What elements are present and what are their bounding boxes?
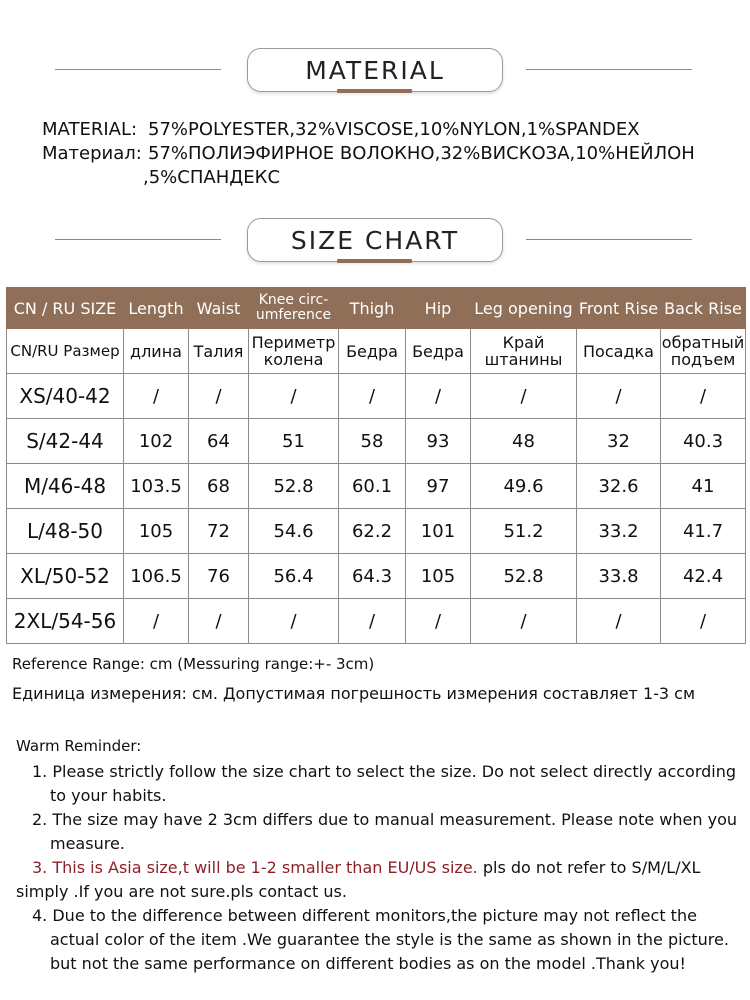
measurement-cell: 68 <box>189 464 249 509</box>
header-leg-opening: Leg opening <box>471 288 577 329</box>
measurement-cell: / <box>577 374 661 419</box>
measurement-cell: / <box>339 374 406 419</box>
material-header <box>0 46 750 94</box>
ru-header-thigh: Бедра <box>339 329 406 374</box>
measurement-cell: / <box>406 599 471 644</box>
measurement-cell: / <box>249 374 339 419</box>
measurement-cell: / <box>189 374 249 419</box>
reminder-item-4: 4. Due to the difference between different monitors,the picture may not reflect the actual color of the item .We guarantee the style is the same as shown in the picture. but not the same performance on different bodies as on the model .Thank you! <box>32 906 729 973</box>
measurement-cell: 56.4 <box>249 554 339 599</box>
measurement-cell: / <box>124 374 189 419</box>
header-row <box>7 288 746 329</box>
material-ru-value: 57%ПОЛИЭФИРНОЕ ВОЛОКНО,32%ВИСКОЗА,10%НЕЙЛОН <box>148 143 695 164</box>
header-thigh: Thigh <box>339 288 406 329</box>
measurement-cell: 33.8 <box>577 554 661 599</box>
header-knee: Knee circ- umference <box>249 288 339 329</box>
header-back-rise: Back Rise <box>661 288 746 329</box>
reference-range-ru: Единица измерения: см. Допустимая погрешность измерения составляет 1-3 см <box>12 684 696 703</box>
material-ru-value-cont: ,5%СПАНДЕКС <box>143 167 281 188</box>
measurement-cell: / <box>124 599 189 644</box>
accent-bar <box>337 89 412 93</box>
measurement-cell: 103.5 <box>124 464 189 509</box>
material-en-label: MATERIAL: <box>42 119 138 140</box>
header-waist: Waist <box>189 288 249 329</box>
size-label: S/42-44 <box>7 419 124 464</box>
material-title: MATERIAL <box>247 48 503 92</box>
divider-left <box>55 239 221 240</box>
ru-header-row <box>7 329 746 374</box>
measurement-cell: 105 <box>124 509 189 554</box>
table-row <box>7 599 746 644</box>
measurement-cell: 101 <box>406 509 471 554</box>
measurement-cell: 105 <box>406 554 471 599</box>
header-length: Length <box>124 288 189 329</box>
ru-header-knee: Периметр колена <box>249 329 339 374</box>
size-chart-header <box>0 216 750 264</box>
reminder-item-1: 1. Please strictly follow the size chart to select the size. Do not select directly according to your habits. <box>32 762 737 805</box>
size-chart-title: SIZE CHART <box>247 218 503 262</box>
measurement-cell: / <box>406 374 471 419</box>
table-row <box>7 419 746 464</box>
table-row <box>7 509 746 554</box>
measurement-cell: 32 <box>577 419 661 464</box>
measurement-cell: 41.7 <box>661 509 746 554</box>
divider-right <box>526 69 692 70</box>
measurement-cell: / <box>471 374 577 419</box>
measurement-cell: 102 <box>124 419 189 464</box>
measurement-cell: 72 <box>189 509 249 554</box>
measurement-cell: / <box>471 599 577 644</box>
size-label: XL/50-52 <box>7 554 124 599</box>
ru-header-leg-opening: Край штанины <box>471 329 577 374</box>
measurement-cell: / <box>189 599 249 644</box>
ru-header-back-rise: обратный подъем <box>661 329 746 374</box>
measurement-cell: 48 <box>471 419 577 464</box>
header-hip: Hip <box>406 288 471 329</box>
measurement-cell: 54.6 <box>249 509 339 554</box>
table-row <box>7 464 746 509</box>
measurement-cell: 52.8 <box>249 464 339 509</box>
measurement-cell: 64.3 <box>339 554 406 599</box>
measurement-cell: 93 <box>406 419 471 464</box>
measurement-cell: 51 <box>249 419 339 464</box>
measurement-cell: / <box>339 599 406 644</box>
material-ru-label: Материал: <box>42 143 142 164</box>
measurement-cell: 62.2 <box>339 509 406 554</box>
size-label: XS/40-42 <box>7 374 124 419</box>
measurement-cell: 42.4 <box>661 554 746 599</box>
size-label: L/48-50 <box>7 509 124 554</box>
measurement-cell: 106.5 <box>124 554 189 599</box>
measurement-cell: 97 <box>406 464 471 509</box>
divider-left <box>55 69 221 70</box>
reminder-title: Warm Reminder: <box>16 737 142 755</box>
measurement-cell: 58 <box>339 419 406 464</box>
measurement-cell: / <box>249 599 339 644</box>
reminder-item-3-warning: 3. This is Asia size,t will be 1-2 smaller than EU/US size. <box>32 858 478 877</box>
measurement-cell: / <box>661 599 746 644</box>
ru-header-waist: Талия <box>189 329 249 374</box>
reference-range-en: Reference Range: cm (Messuring range:+- 3cm) <box>12 655 375 673</box>
table-row <box>7 374 746 419</box>
divider-right <box>526 239 692 240</box>
material-en-value: 57%POLYESTER,32%VISCOSE,10%NYLON,1%SPANDEX <box>148 119 640 140</box>
size-label: 2XL/54-56 <box>7 599 124 644</box>
measurement-cell: 40.3 <box>661 419 746 464</box>
table-row <box>7 554 746 599</box>
material-block <box>42 118 742 190</box>
measurement-cell: 52.8 <box>471 554 577 599</box>
measurement-cell: 64 <box>189 419 249 464</box>
measurement-cell: 33.2 <box>577 509 661 554</box>
measurement-cell: 76 <box>189 554 249 599</box>
measurement-cell: 60.1 <box>339 464 406 509</box>
reminder-item-3: 3. This is Asia size,t will be 1-2 smaller than EU/US size. pls do not refer to S/M/L/XL <box>32 858 701 877</box>
measurement-cell: 49.6 <box>471 464 577 509</box>
accent-bar <box>337 259 412 263</box>
measurement-cell: 41 <box>661 464 746 509</box>
ru-header-length: длина <box>124 329 189 374</box>
ru-header-hip: Бедра <box>406 329 471 374</box>
measurement-cell: / <box>661 374 746 419</box>
measurement-cell: 51.2 <box>471 509 577 554</box>
header-size: CN / RU SIZE <box>7 288 124 329</box>
reminder-item-2: 2. The size may have 2 3cm differs due to manual measurement. Please note when you measure. <box>32 810 737 853</box>
reminder-item-3-cont: simply .If you are not sure.pls contact us. <box>16 882 347 901</box>
measurement-cell: / <box>577 599 661 644</box>
warm-reminder <box>16 734 746 976</box>
size-chart-table <box>6 287 746 644</box>
size-label: M/46-48 <box>7 464 124 509</box>
measurement-cell: 32.6 <box>577 464 661 509</box>
ru-header-size: CN/RU Размер <box>7 329 124 374</box>
ru-header-front-rise: Посадка <box>577 329 661 374</box>
header-front-rise: Front Rise <box>577 288 661 329</box>
